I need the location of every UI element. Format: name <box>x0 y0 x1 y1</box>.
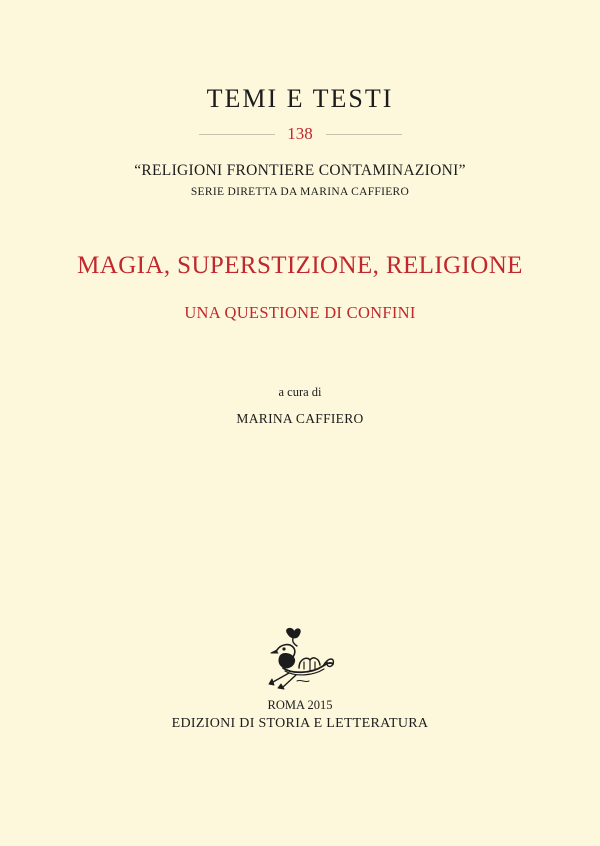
ship-bird-emblem-icon <box>263 626 337 690</box>
left-divider-rule <box>199 134 275 135</box>
publication-place-year: ROMA 2015 <box>267 698 333 712</box>
editor-prefix: a cura di <box>278 385 322 399</box>
book-title: MAGIA, SUPERSTIZIONE, RELIGIONE <box>77 252 523 279</box>
right-divider-rule <box>326 134 402 135</box>
series-number-row <box>0 124 600 144</box>
subseries-title: “RELIGIONI FRONTIERE CONTAMINAZIONI” <box>134 162 466 179</box>
publisher-name: EDIZIONI DI STORIA E LETTERATURA <box>171 716 429 731</box>
series-title: TEMI E TESTI <box>206 84 394 113</box>
series-number: 138 <box>287 124 313 143</box>
subseries-director: SERIE DIRETTA DA MARINA CAFFIERO <box>190 186 410 198</box>
book-subtitle: UNA QUESTIONE DI CONFINI <box>184 303 416 322</box>
editor-name: MARINA CAFFIERO <box>236 411 364 426</box>
